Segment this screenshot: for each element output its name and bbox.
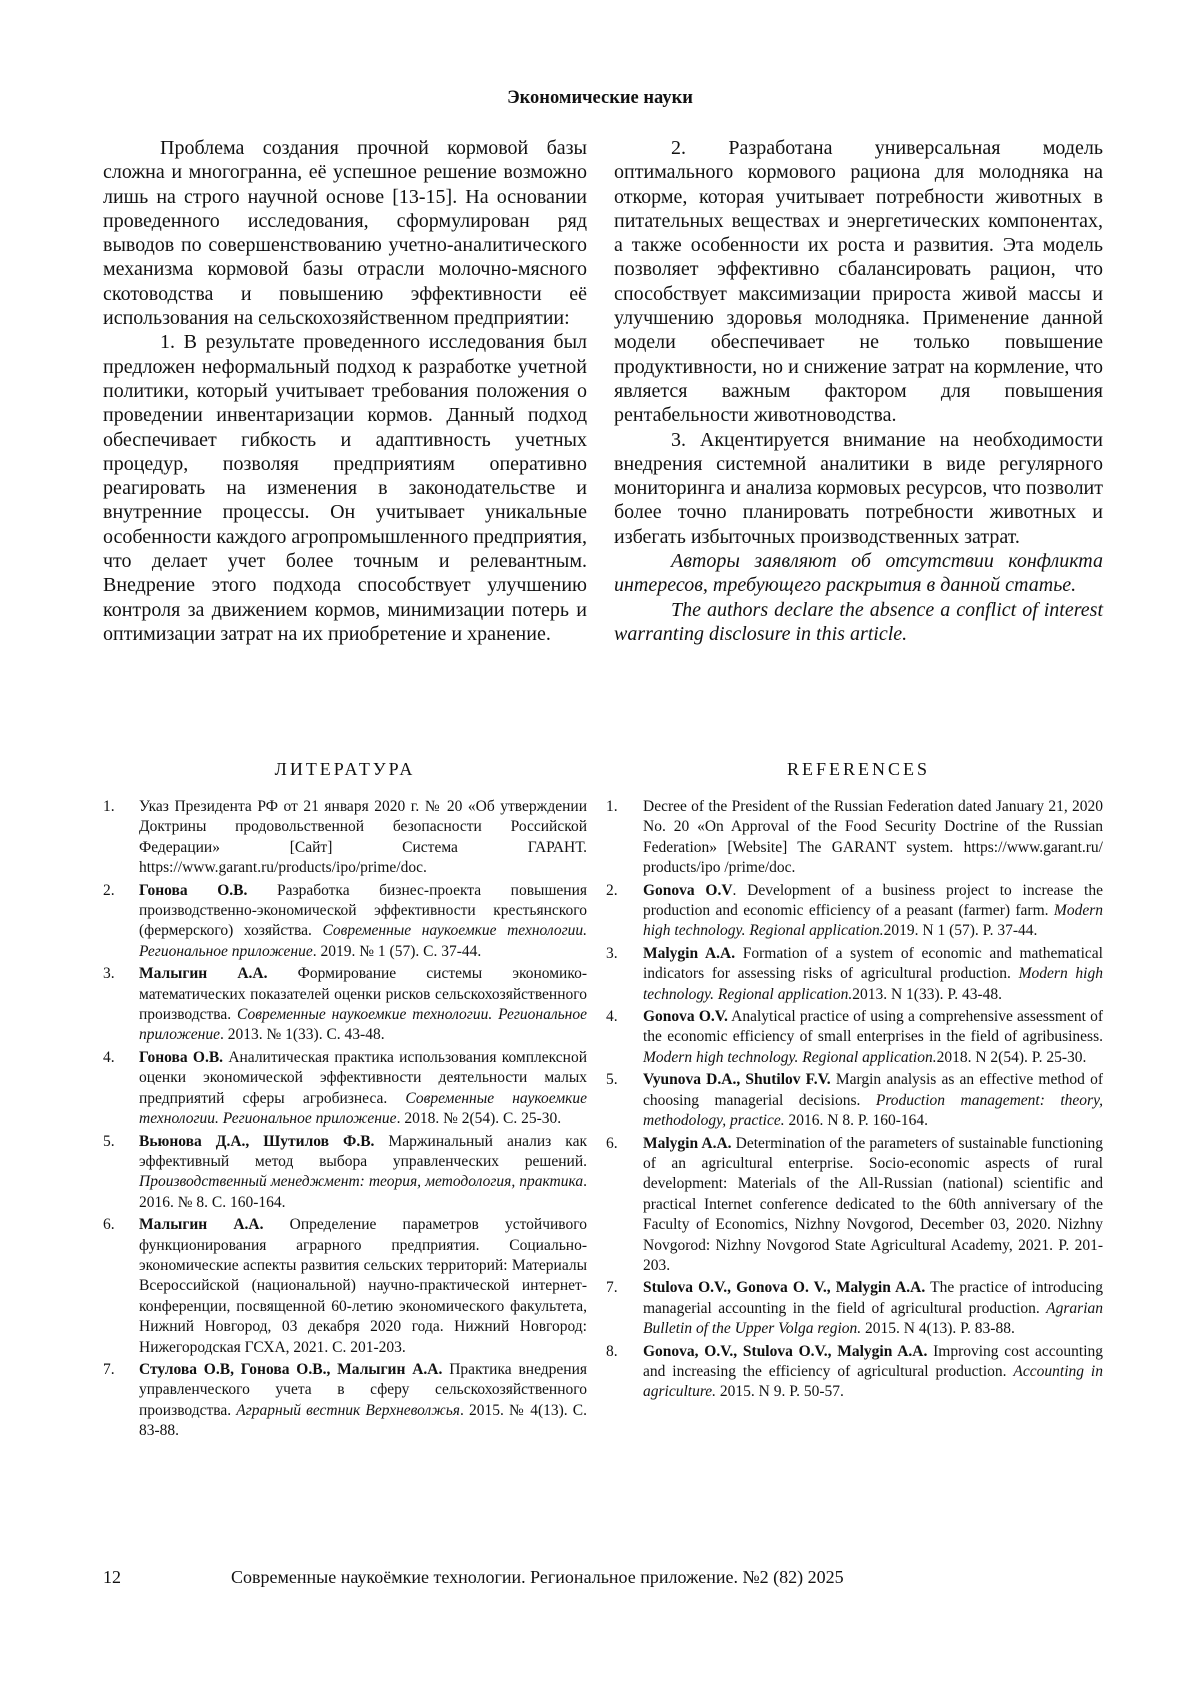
ref-authors: Gonova O.V: [643, 881, 733, 899]
literature-heading: ЛИТЕРАТУРА: [274, 759, 416, 779]
ref-journal: Современные наукоемкие технологии. Региональное приложение: [139, 1006, 588, 1044]
ref-tail: . 2019. № 1 (57). С. 37-44.: [312, 942, 482, 960]
ref-tail: 2013. N 1(33). P. 43-48.: [852, 985, 1003, 1003]
ref-journal: Современные наукоемкие технологии. Региональное приложение: [139, 922, 587, 960]
references-heading: REFERENCES: [786, 759, 931, 779]
conflict-statement-en: The authors declare the absence a conflict of interest warranting disclosure in this article.: [614, 598, 1103, 645]
ref-number: 8.: [606, 1342, 618, 1360]
paragraph: Проблема создания прочной кормовой базы сложна и многогранна, её успешное решение возможно лишь на строго научной основе [13-15]. На основании проведенного исследования, сформулирован ряд выводов по совершенствованию учетно-аналитического механизма кормовой базы отрасли молочно-мясного скотоводства и повышению эффективности её использования на сельскохозяйственном предприятии:: [103, 137, 587, 330]
ref-text: Указ Президента РФ от 21 января 2020 г. № 20 «Об утверждении Доктрины продовольственной безопасности Российской Федерации» [Сайт] Система ГАРАНТ. https://www.garant.ru/products/ipo/prime/doc.: [139, 798, 587, 877]
ref-number: 2.: [606, 881, 618, 899]
literature-item: [103, 1360, 587, 1442]
ref-text: . Development of a business project to increase the production and economic efficiency of a peasant (farmer) farm.: [643, 881, 1103, 920]
reference-item: [606, 881, 1103, 942]
ref-text: Improving cost accounting and increasing the efficiency of agricultural production.: [643, 1342, 1104, 1380]
ref-text: Formation of a system of economic and mathematical indicators for assessing risks of agricultural production.: [643, 944, 1103, 983]
paragraph: 2. Разработана универсальная модель оптимального кормового рациона для молодняка на откорме, которая учитывает потребности животных в питательных веществах и энергетических компонентах, а также особенности их роста и развития. Эта модель позволяет эффективно сбалансировать рацион, что способствует максимизации прироста живой массы и улучшению здоровья молодняка. Применение данной модели обеспечивает не только повышение продуктивности, но и снижение затрат на кормление, что является важным фактором для повышения рентабельности животноводства.: [614, 137, 1103, 427]
ref-number: 3.: [606, 944, 618, 962]
ref-text: Determination of the parameters of sustainable functioning of an agricultural enterprise. Socio-economic aspects of rural development: Materials of the All-Russian (national) scientific and practical Internet conference dedicated to the 60th anniversary of the Faculty of Economics, Nizhny Novgorod, December 03, 2020. Nizhny Novgorod: Nizhny Novgorod State Agricultural Academy, 2021. P. 201-203.: [643, 1134, 1103, 1274]
ref-number: 1.: [103, 798, 115, 815]
section-header: Экономические науки: [507, 88, 693, 108]
ref-text: The practice of introducing managerial accounting in the field of agricultural production.: [643, 1279, 1103, 1317]
ref-authors: Стулова О.В, Гонова О.В., Малыгин А.А.: [139, 1360, 443, 1378]
ref-authors: Stulova O.V., Gonova O. V., Malygin A.A.: [643, 1279, 926, 1297]
right-column: [614, 136, 1103, 646]
ref-journal: Современные наукоемкие технологии. Региональное приложение: [139, 1089, 587, 1128]
ref-tail: 2016. N 8. P. 160-164.: [784, 1112, 929, 1130]
ref-journal: Производственный менеджмент: теория, методология, практика: [139, 1173, 584, 1191]
ref-number: 2.: [103, 881, 115, 899]
ref-number: 1.: [606, 798, 618, 815]
literature-item: [103, 1048, 587, 1130]
ref-number: 4.: [103, 1048, 115, 1066]
literature-item: [103, 964, 587, 1046]
literature-item: [103, 881, 587, 963]
ref-text: Analytical practice of using a comprehensive assessment of the economic efficiency of small enterprises in the field of agribusiness.: [643, 1008, 1103, 1046]
ref-text: Маржинальный анализ как эффективный метод выбора управленческих решений.: [139, 1132, 587, 1170]
ref-journal: Agrarian Bulletin of the Upper Volga region.: [643, 1299, 1103, 1338]
ref-journal: Modern high technology. Regional application.: [643, 965, 1103, 1003]
ref-text: Формирование системы экономико-математических показателей оценки рисков сельскохозяйственного производства.: [139, 965, 587, 1024]
ref-number: 7.: [103, 1360, 115, 1378]
journal-footer: Современные наукоёмкие технологии. Региональное приложение. №2 (82) 2025: [231, 1567, 844, 1587]
paragraph: 3. Акцентируется внимание на необходимости внедрения системной аналитики в виде регулярного мониторинга и анализа кормовых ресурсов, что позволит более точно планировать потребности животных и избегать избыточных производственных затрат.: [614, 428, 1103, 548]
ref-tail: 2019. N 1 (57). P. 37-44.: [883, 922, 1038, 940]
ref-number: 6.: [103, 1216, 115, 1234]
ref-number: 6.: [606, 1134, 618, 1152]
ref-text: Разработка бизнес-проекта повышения производственно-экономической эффективности крестьянского (фермерского) хозяйства.: [139, 881, 587, 940]
ref-authors: Малыгин А.А.: [139, 1216, 264, 1234]
ref-number: 4.: [606, 1008, 618, 1026]
ref-tail: . 2016. № 8. С. 160-164.: [139, 1173, 587, 1211]
literature-item: [103, 797, 587, 879]
ref-journal: Modern high technology. Regional application.: [643, 902, 1103, 940]
ref-authors: Гонова О.В.: [139, 1048, 224, 1066]
ref-text: Определение параметров устойчивого функционирования аграрного предприятия. Социально-экономические аспекты развития сельских территорий: Материалы Всероссийской (национальной) научно-практической интернет-конференции, посвященной 60-летию экономического факультета, Нижний Новгород, 03 декабря 2020 года. Нижний Новгород: Нижегородская ГСХА, 2021. С. 201-203.: [139, 1216, 587, 1356]
ref-number: 5.: [606, 1071, 618, 1089]
literature-list: [103, 797, 587, 1444]
references-list: [606, 797, 1103, 1405]
ref-journal: Modern high technology. Regional application.: [643, 1048, 937, 1066]
ref-tail: . 2018. № 2(54). С. 25-30.: [396, 1110, 562, 1128]
ref-authors: Gonova O.V.: [643, 1008, 728, 1026]
ref-authors: Malygin A.A.: [643, 1134, 732, 1152]
reference-item: [606, 1007, 1103, 1068]
literature-item: [103, 1215, 587, 1358]
ref-tail: 2015. N 9. P. 50-57.: [716, 1383, 844, 1401]
reference-item: [606, 1278, 1103, 1339]
ref-tail: . 2015. № 4(13). С. 83-88.: [139, 1401, 587, 1440]
ref-text: Аналитическая практика использования комплексной оценки экономической эффективности деятельности малых предприятий сферы агробизнеса.: [139, 1048, 587, 1107]
ref-authors: Vyunova D.A., Shutilov F.V.: [643, 1071, 831, 1089]
ref-number: 5.: [103, 1132, 115, 1150]
ref-text: Практика внедрения управленческого учета в сферу сельскохозяйственного производства.: [139, 1360, 588, 1419]
ref-tail: 2015. N 4(13). P. 83-88.: [861, 1320, 1015, 1338]
ref-tail: . 2013. № 1(33). С. 43-48.: [219, 1026, 385, 1044]
ref-text: Decree of the President of the Russian Federation dated January 21, 2020 No. 20 «On Approval of the Food Security Doctrine of the Russian Federation» [Website] The GARANT system. https://www.garant.ru/ products/ipo /prime/doc.: [643, 798, 1103, 877]
reference-item: [606, 1134, 1103, 1277]
left-column: [103, 136, 587, 646]
ref-journal: Accounting in agriculture.: [643, 1362, 1103, 1401]
ref-authors: Малыгин А.А.: [139, 965, 268, 983]
ref-tail: 2018. N 2(54). P. 25-30.: [936, 1048, 1087, 1066]
ref-journal: Production management: theory, methodology, practice.: [643, 1091, 1103, 1130]
page-number: 12: [103, 1567, 121, 1587]
ref-number: 3.: [103, 965, 115, 983]
ref-authors: Вьюнова Д.А., Шутилов Ф.В.: [139, 1132, 375, 1150]
ref-number: 7.: [606, 1279, 618, 1297]
ref-text: Margin analysis as an effective method of choosing managerial decisions.: [643, 1071, 1103, 1109]
ref-journal: Аграрный вестник Верхневолжья: [236, 1401, 460, 1419]
ref-authors: Гонова О.В.: [139, 881, 248, 899]
paragraph: 1. В результате проведенного исследования был предложен неформальный подход к разработке учетной политики, который учитывает требования положения о проведении инвентаризации кормов. Данный подход обеспечивает гибкость и адаптивность учетных процедур, позволяя предприятиям оперативно реагировать на изменения в законодательстве и внутренние процессы. Он учитывает уникальные особенности каждого агропромышленного предприятия, что делает учет более точным и релевантным. Внедрение этого подхода способствует улучшению контроля за движением кормов, минимизации потерь и оптимизации затрат на их приобретение и хранение.: [103, 331, 587, 645]
reference-item: [606, 797, 1103, 879]
ref-authors: Malygin A.A.: [643, 944, 736, 962]
literature-item: [103, 1132, 587, 1214]
conflict-statement-ru: Авторы заявляют об отсутствии конфликта интересов, требующего раскрытия в данной статье.: [614, 550, 1103, 597]
ref-authors: Gonova, O.V., Stulova O.V., Malygin A.A.: [643, 1342, 928, 1360]
reference-item: [606, 1070, 1103, 1131]
reference-item: [606, 1342, 1103, 1403]
reference-item: [606, 944, 1103, 1005]
